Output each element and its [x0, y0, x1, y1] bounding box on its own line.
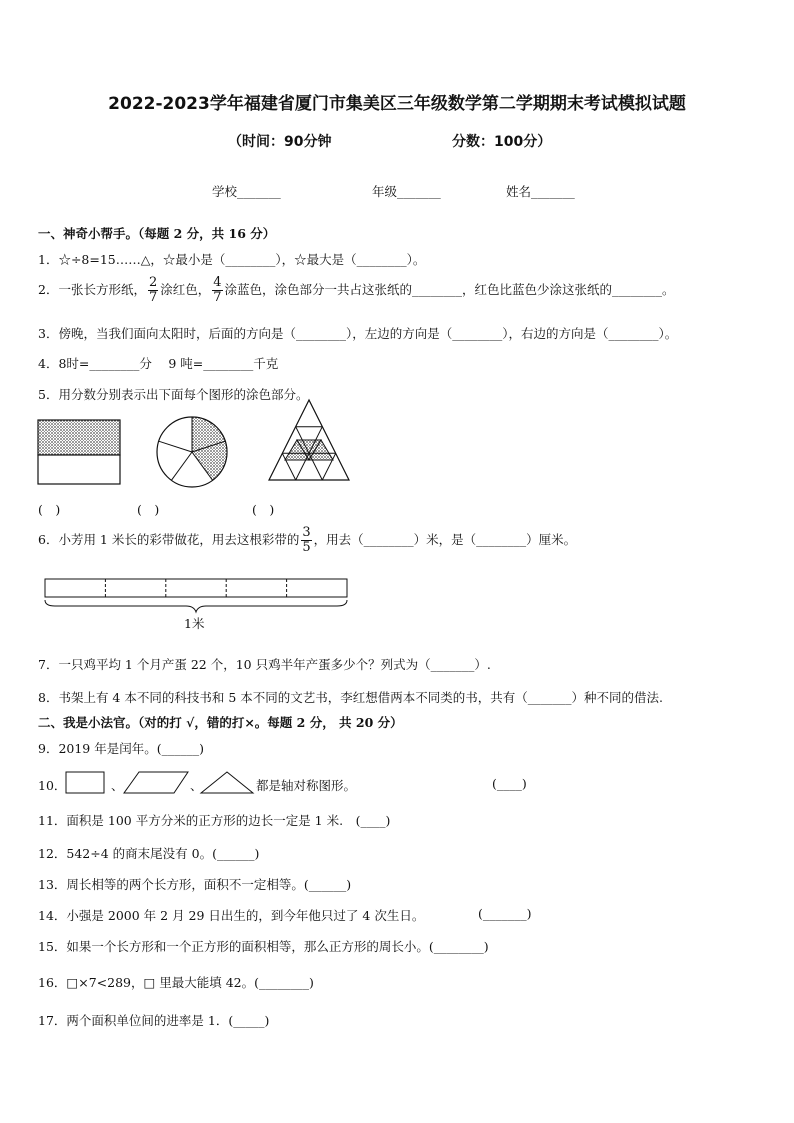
- question-11: 11．面积是 100 平方分米的正方形的边长一定是 1 米. (____): [38, 813, 391, 828]
- q5-answer-3[interactable]: ( ): [252, 502, 275, 517]
- question-4: 4．8时=________分 9 吨=________千克: [38, 356, 279, 371]
- question-2: [38, 276, 675, 305]
- question-5: 5．用分数分别表示出下面每个图形的涂色部分。: [38, 387, 309, 402]
- q2-text-a: 2．一张长方形纸，: [38, 282, 146, 297]
- rectangle-figure: [38, 420, 120, 484]
- q14-answer-blank[interactable]: (_______): [478, 906, 532, 921]
- fraction: $\frac{2}{7}$: [148, 275, 158, 305]
- question-16: 16．□×7<289，□ 里最大能填 42。(________): [38, 975, 314, 990]
- question-8: 8．书架上有 4 本不同的科技书和 5 本不同的文艺书，李红想借两本不同类的书，共有（_______）种不同的借法.: [38, 690, 663, 705]
- q6-text-a: 6．小芳用 1 米长的彩带做花，用去这根彩带的: [38, 532, 300, 547]
- q5-answer-1[interactable]: ( ): [38, 502, 61, 517]
- exam-time: （时间：90分钟: [228, 134, 332, 150]
- fraction: $\frac{3}{5}$: [302, 525, 311, 555]
- q5-answer-2[interactable]: ( ): [137, 502, 160, 517]
- page-title: 2022-2023学年福建省厦门市集美区三年级数学第二学期期末考试模拟试题: [108, 94, 686, 114]
- grade-field[interactable]: 年级_______: [372, 184, 441, 199]
- question-7: 7．一只鸡平均 1 个月产蛋 22 个，10 只鸡半年产蛋多少个？列式为（_______）.: [38, 657, 491, 672]
- fraction: $\frac{4}{7}$: [213, 275, 222, 305]
- question-15: 15．如果一个长方形和一个正方形的面积相等，那么正方形的周长小。(________): [38, 939, 489, 954]
- question-12: 12．542÷4 的商末尾没有 0。(______): [38, 846, 260, 861]
- circle-figure: [157, 417, 227, 487]
- question-17: 17．两个面积单位间的进率是 1．(_____): [38, 1013, 270, 1028]
- question-3: 3．傍晚，当我们面向太阳时，后面的方向是（________），左边的方向是（________），右边的方向是（________）。: [38, 326, 678, 341]
- q10-shapes: [64, 770, 274, 800]
- q10-text: 都是轴对称图形。: [256, 778, 357, 793]
- ribbon-label: 1米: [184, 616, 205, 631]
- question-1: 1．☆÷8=15……△，☆最小是（________），☆最大是（________）。: [38, 252, 426, 267]
- q10-separator: 、: [190, 778, 203, 793]
- q10-number: 10．: [38, 778, 67, 793]
- q10-answer-blank[interactable]: (____): [492, 776, 527, 791]
- triangle-figure: [269, 400, 349, 480]
- name-field[interactable]: 姓名_______: [506, 184, 575, 199]
- q2-text-b: 涂红色，: [160, 282, 211, 297]
- q6-text-b: ，用去（________）米，是（________）厘米。: [313, 532, 577, 547]
- exam-score: 分数：100分）: [452, 134, 552, 150]
- question-6: [38, 526, 576, 555]
- question-9: 9．2019 年是闰年。(______): [38, 741, 204, 756]
- q2-text-c: 涂蓝色，涂色部分一共占这张纸的________，红色比蓝色少涂这张纸的________。: [224, 282, 675, 297]
- section2-heading: 二、我是小法官。（对的打 √，错的打×。每题 2 分， 共 20 分）: [38, 715, 403, 730]
- q10-separator: 、: [111, 778, 124, 793]
- section1-heading: 一、神奇小帮手。（每题 2 分，共 16 分）: [38, 226, 276, 241]
- question-13: 13．周长相等的两个长方形，面积不一定相等。(______): [38, 877, 352, 892]
- question-14: 14．小强是 2000 年 2 月 29 日出生的，到今年他只过了 4 次生日。: [38, 908, 425, 923]
- school-field[interactable]: 学校_______: [212, 184, 281, 199]
